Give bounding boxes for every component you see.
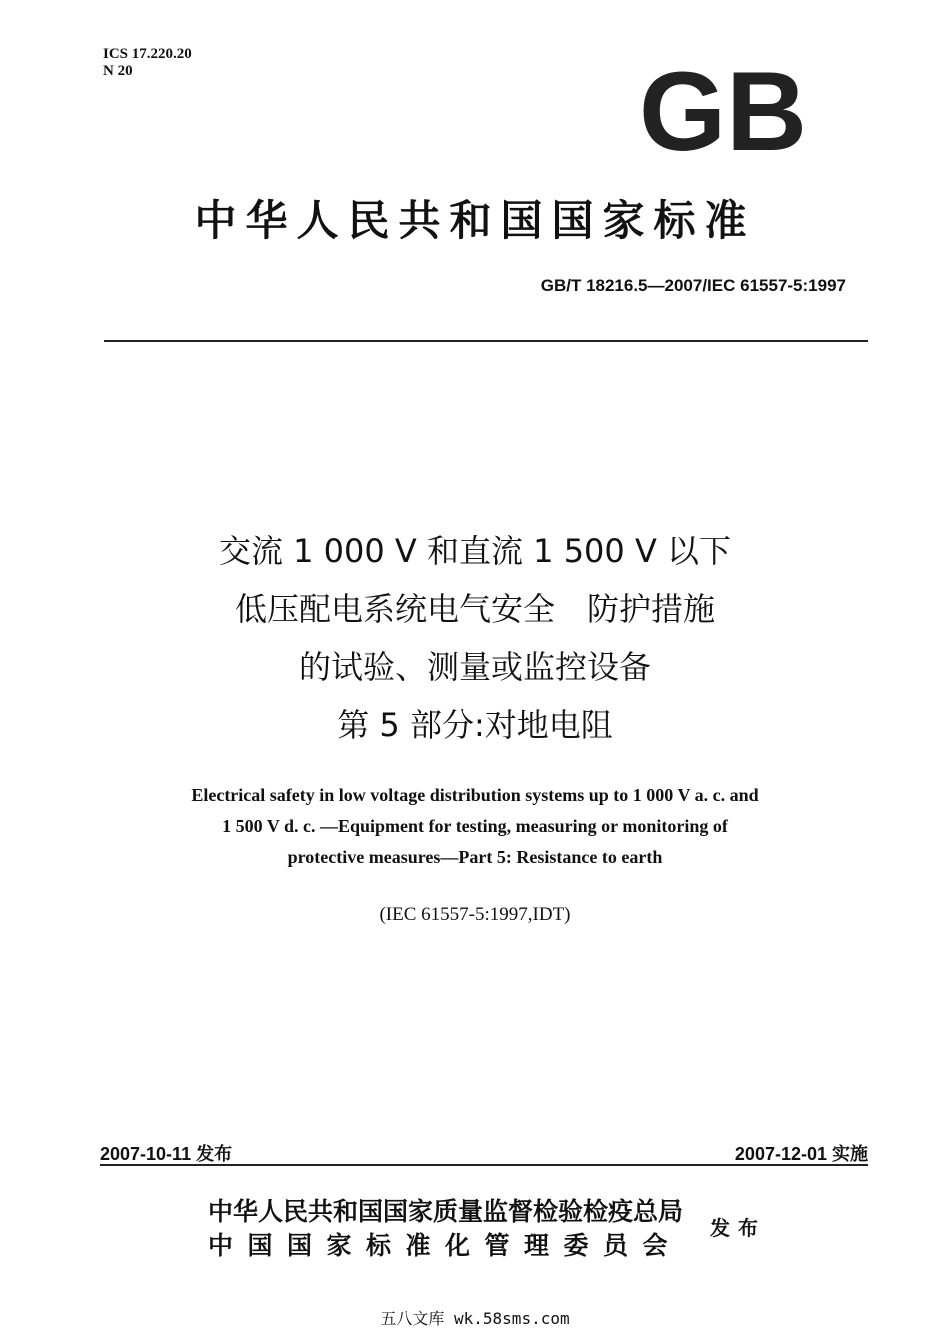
- classification-codes: [103, 46, 192, 80]
- ics-code: ICS 17.220.20: [103, 46, 192, 62]
- gb-logo: [628, 60, 818, 158]
- ccs-code: N 20: [103, 63, 133, 79]
- watermark-footer: 五八文库 wk.58sms.com: [380, 1309, 570, 1328]
- issue-label: 发布: [710, 1216, 766, 1240]
- english-title-line-1: Electrical safety in low voltage distribution systems up to 1 000 V a. c. and: [191, 785, 759, 805]
- chinese-title: [100, 522, 850, 754]
- chinese-title-line-2: 低压配电系统电气安全 防护措施: [234, 590, 715, 628]
- chinese-title-line-1: 交流 1 000 V 和直流 1 500 V 以下: [218, 532, 732, 570]
- chinese-title-line-4: 第 5 部分:对地电阻: [337, 706, 613, 744]
- issuer-sac: 中国国家标准化管理委员会: [208, 1231, 683, 1260]
- equivalence-note: (IEC 61557-5:1997,IDT): [379, 904, 571, 925]
- chinese-title-line-3: 的试验、测量或监控设备: [298, 648, 651, 686]
- header-divider: [104, 340, 868, 342]
- english-title-line-2: 1 500 V d. c. —Equipment for testing, measuring or monitoring of: [222, 816, 728, 836]
- publication-date: 2007-10-11 发布: [100, 1144, 233, 1164]
- national-standard-title: 中华人民共和国国家标准: [194, 196, 756, 245]
- svg-text:GB: GB: [639, 60, 807, 158]
- standard-number: GB/T 18216.5—2007/IEC 61557-5:1997: [540, 276, 846, 295]
- english-title-line-3: protective measures—Part 5: Resistance to earth: [287, 847, 663, 867]
- english-title: [100, 780, 850, 873]
- footer-divider: [100, 1164, 868, 1166]
- issuing-authorities: [208, 1195, 683, 1263]
- issuer-aqsiq: 中华人民共和国国家质量监督检验检疫总局: [208, 1197, 684, 1226]
- implementation-date: 2007-12-01 实施: [734, 1144, 868, 1164]
